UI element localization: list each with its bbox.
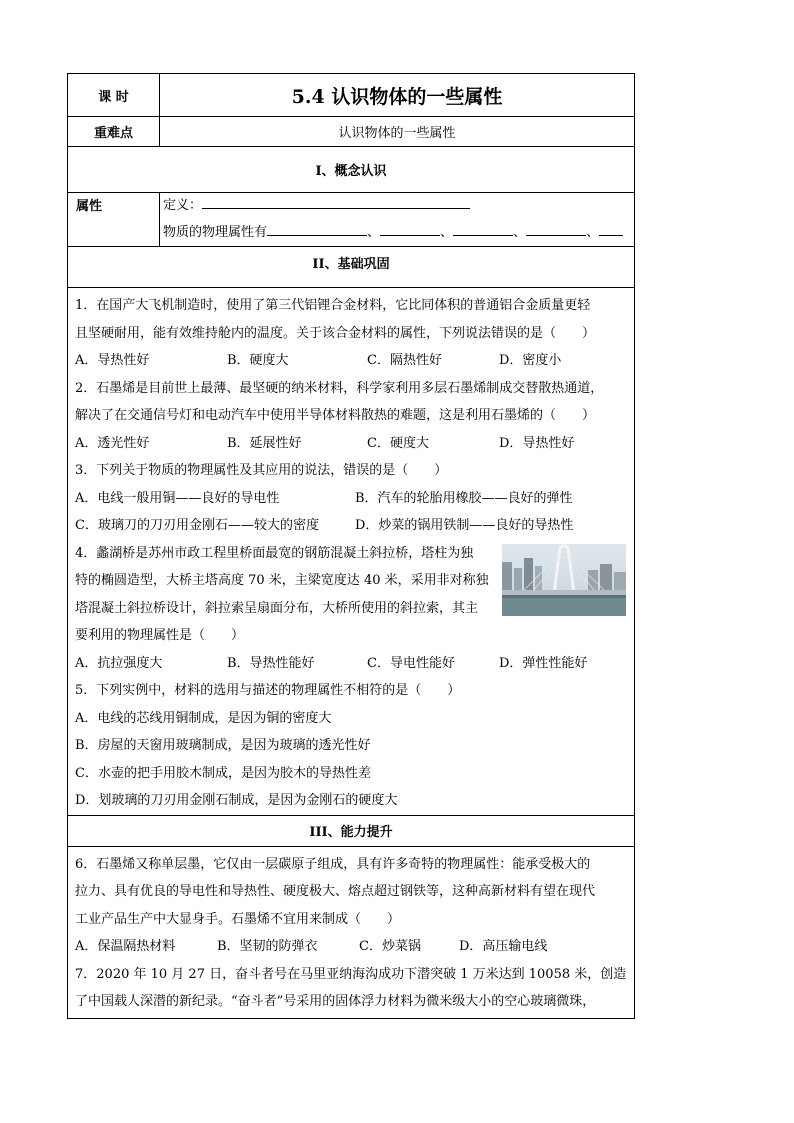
q6-line-1: 6．石墨烯又称单层墨，它仅由一层碳原子组成，具有许多奇特的物理属性：能承受极大的 [75,856,591,872]
q6-option-d[interactable]: D．高压输电线 [459,939,548,954]
q2-options [75,430,628,458]
page-title: 5.4 认识物体的一些属性 [291,85,503,108]
q4-options [75,650,628,678]
property-blank-1[interactable] [267,223,367,236]
q3-option-a[interactable]: A．电线一般用铜——良好的导电性 [75,490,280,506]
worksheet [67,73,635,1019]
q4-option-b[interactable]: B．导热性能好 [227,655,315,671]
q6-option-c[interactable]: C．炒菜锅 [359,939,421,954]
q4-line-1: 4．蠡湖桥是苏州市政工程里桥面最宽的钢筋混凝土斜拉桥，塔柱为独 [75,545,474,561]
q3-option-c[interactable]: C．玻璃刀的刀刃用金刚石——较大的密度 [75,518,319,533]
q5-option-a[interactable]: A．电线的芯线用铜制成，是因为铜的密度大 [75,710,332,726]
focus-cell [160,117,634,146]
q5-option-d[interactable]: D．划玻璃的刀刃用金刚石制成，是因为金刚石的硬度大 [75,793,398,808]
q3-options-row-2 [75,512,628,540]
attribute-row [67,193,635,247]
focus-label: 重难点 [68,117,160,146]
section-2-questions [67,288,635,816]
q2-line-1: 2．石墨烯是目前世上最薄、最坚硬的纳米材料，科学家利用多层石墨烯制成交替散热通道， [75,380,604,396]
section-3-heading: III、能力提升 [309,825,393,840]
q4-block [75,540,628,650]
property-blank-2[interactable] [380,223,440,236]
q5-line-1: 5．下列实例中，材料的选用与描述的物理属性不相符的是（ ） [75,683,461,698]
definition-line [163,194,470,213]
q1-line-2: 且坚硬耐用，能有效维持舱内的温度。关于该合金材料的属性，下列说法错误的是（ ） [75,325,596,341]
title-row [67,73,635,117]
q1-option-c[interactable]: C．隔热性好 [367,353,442,368]
section-3-row [67,816,635,847]
section-2-heading: II、基础巩固 [312,257,390,272]
focus-row [67,117,635,147]
q6-line-3: 工业产品生产中大显身手。石墨烯不宜用来制成（ ） [75,911,401,927]
q6-line-2: 拉力、具有优良的导电性和导热性、硬度极大、熔点超过钢铁等，这种高新材料有望在现代 [75,884,596,899]
focus-value: 认识物体的一些属性 [338,126,456,141]
q2-option-d[interactable]: D．导热性好 [499,435,575,451]
property-blank-5[interactable] [599,223,623,236]
definition-prefix: 定义： [163,198,203,213]
q2-option-a[interactable]: A．透光性好 [75,435,150,451]
q1-options [75,347,628,375]
q1-option-d[interactable]: D．密度小 [499,353,562,368]
q3-options-row-1 [75,485,628,513]
q3-line-1: 3．下列关于物质的物理属性及其应用的说法，错误的是（ ） [75,463,448,478]
q4-line-2: 特的椭圆造型，大桥主塔高度 70 米，主梁宽度达 40 米，采用非对称独 [75,573,489,588]
q5-option-c[interactable]: C．水壶的把手用胶木制成，是因为胶木的导热性差 [75,765,371,781]
q6-option-b[interactable]: B．坚韧的防弹衣 [217,939,318,954]
q2-option-c[interactable]: C．硬度大 [367,435,429,451]
section-2-row [67,247,635,288]
q5-option-b[interactable]: B．房屋的天窗用玻璃制成，是因为玻璃的透光性好 [75,738,371,753]
section-1-row [67,147,635,193]
properties-prefix: 物质的物理属性有 [163,225,268,240]
bridge-photo [502,544,626,616]
q4-option-d[interactable]: D．弹性性能好 [499,655,588,671]
q4-option-c[interactable]: C．导电性能好 [367,655,455,671]
q6-options [75,933,628,961]
q1-option-a[interactable]: A．导热性好 [75,353,150,368]
q7-line-1: 7．2020 年 10 月 27 日，奋斗者号在马里亚纳海沟成功下潜突破 1 万米达到 10058 米，创造 [75,966,627,982]
q7-line-2: 了中国载人深潜的新纪录。“奋斗者”号采用的固体浮力材料为微米级大小的空心玻璃微珠， [75,994,596,1009]
q3-option-d[interactable]: D．炒菜的锅用铁制——良好的导热性 [355,518,574,533]
lesson-label: 课 时 [68,74,160,116]
definition-blank[interactable] [202,196,470,209]
attribute-divider [159,193,160,246]
q1-line-1: 1．在国产大飞机制造时，使用了第三代铝锂合金材料，它比同体积的普通铝合金质量更轻 [75,298,591,313]
section-1-heading: I、概念认识 [315,164,387,179]
q2-option-b[interactable]: B．延展性好 [227,435,302,451]
q3-option-b[interactable]: B．汽车的轮胎用橡胶——良好的弹性 [355,490,573,506]
q2-line-2: 解决了在交通信号灯和电动汽车中使用半导体材料散热的难题，这是利用石墨烯的（ ） [75,408,596,423]
properties-line: 物质的物理属性有 、 、 、 、 [163,221,623,240]
page-title-cell [160,74,634,116]
q4-line-4: 要利用的物理属性是（ ） [75,628,245,643]
section-3-questions [67,847,635,1019]
attribute-label: 属性 [76,199,103,214]
q4-option-a[interactable]: A．抗拉强度大 [75,655,163,671]
q4-line-3: 塔混凝土斜拉桥设计，斜拉索呈扇面分布，大桥所使用的斜拉索，其主 [75,600,479,616]
property-blank-4[interactable] [526,223,586,236]
q6-option-a[interactable]: A．保温隔热材料 [75,939,176,954]
property-blank-3[interactable] [453,223,513,236]
q1-option-b[interactable]: B．硬度大 [227,353,289,368]
